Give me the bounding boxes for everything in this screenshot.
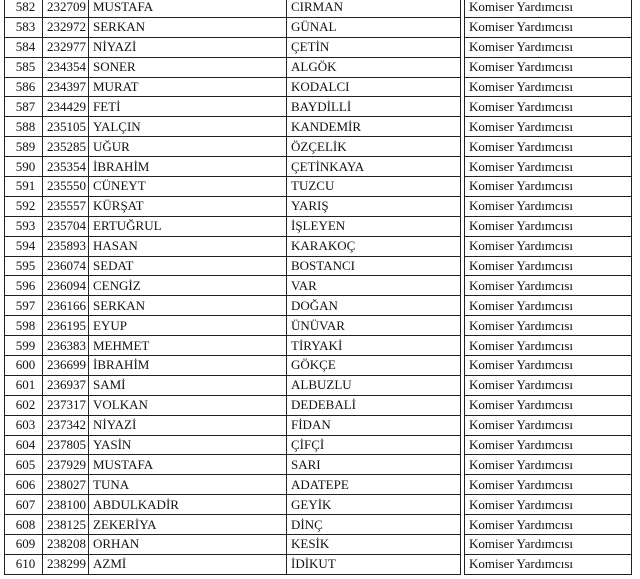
rank-cell: Komiser Yardımcısı (465, 435, 632, 455)
row-number-cell: 602 (5, 395, 43, 415)
last-name-cell: TUZCU (287, 177, 461, 197)
rank-cell: Komiser Yardımcısı (465, 177, 632, 197)
first-name-cell: AZMİ (89, 554, 287, 574)
first-name-cell: CÜNEYT (89, 177, 287, 197)
table-row (5, 415, 632, 435)
last-name-cell: ÇETİN (287, 37, 461, 57)
table-row (5, 475, 632, 495)
registry-number-cell: 235550 (43, 177, 89, 197)
table-row (5, 196, 632, 216)
registry-number-cell: 236937 (43, 375, 89, 395)
rank-cell: Komiser Yardımcısı (465, 37, 632, 57)
row-number-cell: 601 (5, 375, 43, 395)
last-name-cell: ÇİFÇİ (287, 435, 461, 455)
first-name-cell: İBRAHİM (89, 356, 287, 376)
last-name-cell: SARI (287, 455, 461, 475)
table-row (5, 77, 632, 97)
last-name-cell: BAYDİLLİ (287, 97, 461, 117)
row-number-cell: 598 (5, 316, 43, 336)
row-number-cell: 608 (5, 515, 43, 535)
first-name-cell: SERKAN (89, 296, 287, 316)
registry-number-cell: 236074 (43, 256, 89, 276)
registry-number-cell: 238027 (43, 475, 89, 495)
last-name-cell: KARAKOÇ (287, 236, 461, 256)
rank-cell: Komiser Yardımcısı (465, 256, 632, 276)
registry-number-cell: 232709 (43, 0, 89, 17)
registry-number-cell: 236699 (43, 356, 89, 376)
row-number-cell: 603 (5, 415, 43, 435)
row-number-cell: 593 (5, 216, 43, 236)
rank-cell: Komiser Yardımcısı (465, 157, 632, 177)
table-row (5, 97, 632, 117)
personnel-table (4, 0, 632, 575)
table-row (5, 57, 632, 77)
registry-number-cell: 235105 (43, 117, 89, 137)
first-name-cell: MEHMET (89, 336, 287, 356)
row-number-cell: 589 (5, 137, 43, 157)
registry-number-cell: 235354 (43, 157, 89, 177)
last-name-cell: YARIŞ (287, 196, 461, 216)
rank-cell: Komiser Yardımcısı (465, 535, 632, 555)
table-row (5, 256, 632, 276)
first-name-cell: HASAN (89, 236, 287, 256)
rank-cell: Komiser Yardımcısı (465, 196, 632, 216)
row-number-cell: 584 (5, 37, 43, 57)
rank-cell: Komiser Yardımcısı (465, 455, 632, 475)
registry-number-cell: 238299 (43, 554, 89, 574)
first-name-cell: SAMİ (89, 375, 287, 395)
last-name-cell: DEDEBALİ (287, 395, 461, 415)
rank-cell: Komiser Yardımcısı (465, 336, 632, 356)
first-name-cell: CENGİZ (89, 276, 287, 296)
row-number-cell: 588 (5, 117, 43, 137)
table-row (5, 356, 632, 376)
rank-cell: Komiser Yardımcısı (465, 57, 632, 77)
rank-cell: Komiser Yardımcısı (465, 495, 632, 515)
first-name-cell: ERTUĞRUL (89, 216, 287, 236)
rank-cell: Komiser Yardımcısı (465, 0, 632, 17)
last-name-cell: CIRMAN (287, 0, 461, 17)
row-number-cell: 610 (5, 554, 43, 574)
last-name-cell: BOSTANCI (287, 256, 461, 276)
table-row (5, 216, 632, 236)
table-row (5, 137, 632, 157)
registry-number-cell: 238208 (43, 535, 89, 555)
row-number-cell: 586 (5, 77, 43, 97)
first-name-cell: NİYAZİ (89, 415, 287, 435)
rank-cell: Komiser Yardımcısı (465, 375, 632, 395)
last-name-cell: GEYİK (287, 495, 461, 515)
table-row (5, 0, 632, 17)
row-number-cell: 607 (5, 495, 43, 515)
registry-number-cell: 238125 (43, 515, 89, 535)
registry-number-cell: 236195 (43, 316, 89, 336)
last-name-cell: GÖKÇE (287, 356, 461, 376)
table-row (5, 37, 632, 57)
table-row (5, 535, 632, 555)
registry-number-cell: 236094 (43, 276, 89, 296)
registry-number-cell: 237929 (43, 455, 89, 475)
last-name-cell: GÜNAL (287, 17, 461, 37)
row-number-cell: 594 (5, 236, 43, 256)
first-name-cell: SEDAT (89, 256, 287, 276)
rank-cell: Komiser Yardımcısı (465, 216, 632, 236)
last-name-cell: KANDEMİR (287, 117, 461, 137)
first-name-cell: NİYAZİ (89, 37, 287, 57)
table-row (5, 117, 632, 137)
last-name-cell: İDİKUT (287, 554, 461, 574)
rank-cell: Komiser Yardımcısı (465, 17, 632, 37)
registry-number-cell: 232977 (43, 37, 89, 57)
rank-cell: Komiser Yardımcısı (465, 77, 632, 97)
table-row (5, 515, 632, 535)
last-name-cell: ÜNÜVAR (287, 316, 461, 336)
row-number-cell: 585 (5, 57, 43, 77)
first-name-cell: ABDULKADİR (89, 495, 287, 515)
rank-cell: Komiser Yardımcısı (465, 395, 632, 415)
registry-number-cell: 232972 (43, 17, 89, 37)
row-number-cell: 583 (5, 17, 43, 37)
table-row (5, 395, 632, 415)
last-name-cell: TİRYAKİ (287, 336, 461, 356)
first-name-cell: MUSTAFA (89, 0, 287, 17)
row-number-cell: 606 (5, 475, 43, 495)
last-name-cell: DOĞAN (287, 296, 461, 316)
row-number-cell: 592 (5, 196, 43, 216)
table-row (5, 375, 632, 395)
row-number-cell: 590 (5, 157, 43, 177)
rank-cell: Komiser Yardımcısı (465, 296, 632, 316)
registry-number-cell: 238100 (43, 495, 89, 515)
registry-number-cell: 237805 (43, 435, 89, 455)
table-row (5, 495, 632, 515)
row-number-cell: 605 (5, 455, 43, 475)
row-number-cell: 604 (5, 435, 43, 455)
first-name-cell: KÜRŞAT (89, 196, 287, 216)
rank-cell: Komiser Yardımcısı (465, 236, 632, 256)
first-name-cell: YALÇIN (89, 117, 287, 137)
row-number-cell: 595 (5, 256, 43, 276)
table-row (5, 17, 632, 37)
last-name-cell: DİNÇ (287, 515, 461, 535)
last-name-cell: İŞLEYEN (287, 216, 461, 236)
rank-cell: Komiser Yardımcısı (465, 117, 632, 137)
first-name-cell: FETİ (89, 97, 287, 117)
registry-number-cell: 236166 (43, 296, 89, 316)
table-row (5, 296, 632, 316)
table-row (5, 177, 632, 197)
row-number-cell: 591 (5, 177, 43, 197)
row-number-cell: 600 (5, 356, 43, 376)
registry-number-cell: 234429 (43, 97, 89, 117)
last-name-cell: ÖZÇELİK (287, 137, 461, 157)
row-number-cell: 599 (5, 336, 43, 356)
rank-cell: Komiser Yardımcısı (465, 554, 632, 574)
table-row (5, 455, 632, 475)
table-row (5, 336, 632, 356)
table-row (5, 276, 632, 296)
first-name-cell: TUNA (89, 475, 287, 495)
last-name-cell: KESİK (287, 535, 461, 555)
last-name-cell: ÇETİNKAYA (287, 157, 461, 177)
table-row (5, 236, 632, 256)
last-name-cell: ADATEPE (287, 475, 461, 495)
rank-cell: Komiser Yardımcısı (465, 515, 632, 535)
registry-number-cell: 237342 (43, 415, 89, 435)
first-name-cell: SERKAN (89, 17, 287, 37)
rank-cell: Komiser Yardımcısı (465, 316, 632, 336)
registry-number-cell: 235704 (43, 216, 89, 236)
last-name-cell: ALBUZLU (287, 375, 461, 395)
first-name-cell: ORHAN (89, 535, 287, 555)
first-name-cell: ZEKERİYA (89, 515, 287, 535)
table-row (5, 435, 632, 455)
first-name-cell: İBRAHİM (89, 157, 287, 177)
last-name-cell: ALGÖK (287, 57, 461, 77)
rank-cell: Komiser Yardımcısı (465, 276, 632, 296)
registry-number-cell: 234354 (43, 57, 89, 77)
first-name-cell: EYUP (89, 316, 287, 336)
rank-cell: Komiser Yardımcısı (465, 356, 632, 376)
personnel-table-body (5, 0, 632, 574)
first-name-cell: UĞUR (89, 137, 287, 157)
last-name-cell: KODALCI (287, 77, 461, 97)
first-name-cell: MURAT (89, 77, 287, 97)
row-number-cell: 597 (5, 296, 43, 316)
registry-number-cell: 235557 (43, 196, 89, 216)
first-name-cell: VOLKAN (89, 395, 287, 415)
rank-cell: Komiser Yardımcısı (465, 415, 632, 435)
registry-number-cell: 235285 (43, 137, 89, 157)
last-name-cell: VAR (287, 276, 461, 296)
first-name-cell: SONER (89, 57, 287, 77)
row-number-cell: 582 (5, 0, 43, 17)
last-name-cell: FİDAN (287, 415, 461, 435)
row-number-cell: 587 (5, 97, 43, 117)
registry-number-cell: 235893 (43, 236, 89, 256)
table-row (5, 554, 632, 574)
row-number-cell: 596 (5, 276, 43, 296)
table-row (5, 157, 632, 177)
registry-number-cell: 236383 (43, 336, 89, 356)
first-name-cell: MUSTAFA (89, 455, 287, 475)
registry-number-cell: 237317 (43, 395, 89, 415)
rank-cell: Komiser Yardımcısı (465, 475, 632, 495)
table-row (5, 316, 632, 336)
rank-cell: Komiser Yardımcısı (465, 137, 632, 157)
registry-number-cell: 234397 (43, 77, 89, 97)
first-name-cell: YASİN (89, 435, 287, 455)
row-number-cell: 609 (5, 535, 43, 555)
rank-cell: Komiser Yardımcısı (465, 97, 632, 117)
